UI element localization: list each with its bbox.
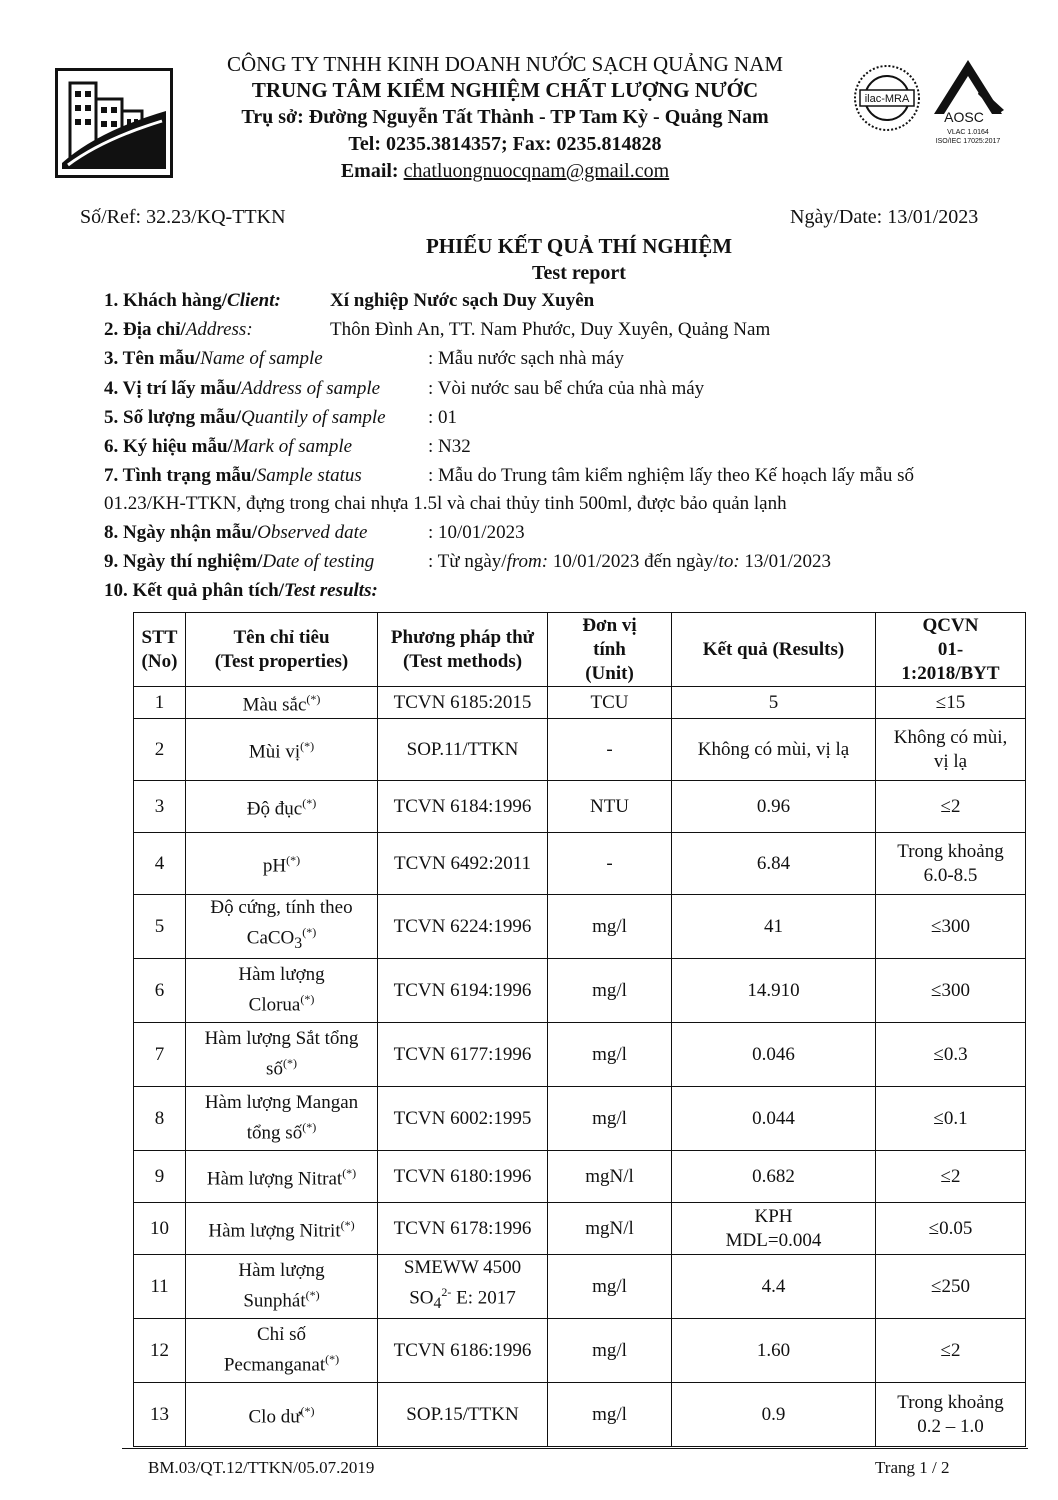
cell-no: 11 [134,1255,186,1319]
mark-row: 6. Ký hiệu mẫu/Mark of sample [104,436,353,457]
cell-method: TCVN 6186:1996 [378,1319,548,1383]
cell-property: Mùi vị(*) [186,719,378,781]
cell-property: Chỉ số Pecmanganat(*) [186,1319,378,1383]
email-line [0,160,1010,183]
cell-property: Màu sắc(*) [186,687,378,719]
cell-unit: mg/l [548,1255,672,1319]
cell-property: Hàm lượng Nitrit(*) [186,1203,378,1255]
table-row [134,719,1026,781]
cell-unit: mg/l [548,1383,672,1447]
report-date: Ngày/Date: 13/01/2023 [790,206,979,228]
cell-property: Hàm lượng Sắt tổng số(*) [186,1023,378,1087]
cell-unit: TCU [548,687,672,719]
location-value: : Vòi nước sau bể chứa của nhà máy [428,378,705,399]
table-row [134,1255,1026,1319]
table-row [134,1023,1026,1087]
table-row [134,959,1026,1023]
observed-value: : 10/01/2023 [428,522,525,543]
cell-unit: mgN/l [548,1151,672,1203]
cell-result: 0.682 [672,1151,876,1203]
ref-number: Số/Ref: 32.23/KQ-TTKN [80,206,286,228]
cell-method: SMEWW 4500 $SO_4^{2-}$ E: 2017 [378,1255,548,1319]
cell-property: Clo dư(*) [186,1383,378,1447]
email-link[interactable]: chatluongnuocqnam@gmail.com [403,160,670,182]
ilac-mra-text: ilac-MRA [864,93,910,105]
cell-property: Hàm lượng Mangan tổng số(*) [186,1087,378,1151]
results-table [133,612,1026,1447]
client-value: Xí nghiệp Nước sạch Duy Xuyên [330,290,595,311]
cell-no: 12 [134,1319,186,1383]
cell-method: TCVN 6178:1996 [378,1203,548,1255]
cell-unit: mg/l [548,1319,672,1383]
form-code: BM.03/QT.12/TTKN/05.07.2019 [148,1458,375,1477]
cell-method: SOP.11/TTKN [378,719,548,781]
cell-standard: Trong khoảng 6.0-8.5 [876,833,1026,895]
cell-no: 4 [134,833,186,895]
cell-result: 41 [672,895,876,959]
cell-property: Hàm lượng Sunphát(*) [186,1255,378,1319]
mark-value: : N32 [428,436,471,457]
cell-standard: Trong khoảng 0.2 – 1.0 [876,1383,1026,1447]
header-standard: QCVN 01- 1:2018/BYT [876,613,1026,687]
table-row [134,687,1026,719]
cell-unit: mgN/l [548,1203,672,1255]
cell-standard: ≤300 [876,895,1026,959]
cell-method: TCVN 6492:2011 [378,833,548,895]
cell-no: 13 [134,1383,186,1447]
header-properties: Tên chỉ tiêu (Test properties) [186,613,378,687]
cell-standard: ≤250 [876,1255,1026,1319]
cell-method: TCVN 6184:1996 [378,781,548,833]
testing-value: : Từ ngày/from: 10/01/2023 đến ngày/to: 13/01/2023 [428,551,831,572]
header-stt: STT (No) [134,613,186,687]
cell-unit: mg/l [548,895,672,959]
cell-no: 7 [134,1023,186,1087]
cell-method: TCVN 6194:1996 [378,959,548,1023]
table-row [134,833,1026,895]
header-methods: Phương pháp thử (Test methods) [378,613,548,687]
email-label: Email: [340,160,399,182]
cell-no: 8 [134,1087,186,1151]
cell-result: 6.84 [672,833,876,895]
results-row: 10. Kết quả phân tích/Test results: [104,580,378,601]
center-name: TRUNG TÂM KIỂM NGHIỆM CHẤT LƯỢNG NƯỚC [251,78,759,102]
cell-standard: ≤2 [876,1319,1026,1383]
observed-row: 8. Ngày nhận mẫu/Observed date [104,522,368,543]
table-row [134,895,1026,959]
cell-property: Độ đục(*) [186,781,378,833]
cell-result: 0.9 [672,1383,876,1447]
report-title: PHIẾU KẾT QUẢ THÍ NGHIỆM [425,234,733,258]
status-row: 7. Tình trạng mẫu/Sample status [104,465,362,486]
cell-no: 2 [134,719,186,781]
sample-value: : Mẫu nước sạch nhà máy [428,348,625,369]
center-address: Trụ sở: Đường Nguyễn Tất Thành - TP Tam Kỳ - Quảng Nam [241,106,769,128]
cell-no: 3 [134,781,186,833]
cell-property: Hàm lượng Clorua(*) [186,959,378,1023]
ilac-mra-logo [852,58,922,142]
cell-standard: ≤0.1 [876,1087,1026,1151]
cell-no: 6 [134,959,186,1023]
cell-method: TCVN 6224:1996 [378,895,548,959]
cell-no: 9 [134,1151,186,1203]
status-value-line1: : Mẫu do Trung tâm kiểm nghiệm lấy theo Kế hoạch lấy mẫu số [428,465,915,486]
cell-standard: ≤0.3 [876,1023,1026,1087]
status-value-line2: 01.23/KH-TTKN, đựng trong chai nhựa 1.5l và chai thủy tinh 500ml, được bảo quản lạnh [104,493,787,514]
quantity-row: 5. Số lượng mẫu/Quantily of sample [104,407,386,428]
cell-result: 1.60 [672,1319,876,1383]
page-number: Trang 1 / 2 [875,1458,950,1477]
cell-result: 4.4 [672,1255,876,1319]
cell-standard: Không có mùi, vị lạ [876,719,1026,781]
cell-standard: ≤15 [876,687,1026,719]
cell-method: SOP.15/TTKN [378,1383,548,1447]
address-row: 2. Địa chỉ/Address: [104,319,253,340]
cell-result: 5 [672,687,876,719]
cell-result: 0.046 [672,1023,876,1087]
sample-row: 3. Tên mẫu/Name of sample [104,348,323,369]
cell-result: KPH MDL=0.004 [672,1203,876,1255]
client-label-en: Client: [227,290,281,311]
table-row [134,1203,1026,1255]
company-name: CÔNG TY TNHH KINH DOANH NƯỚC SẠCH QUẢNG NAM [226,52,784,76]
footer-divider [122,1448,1028,1449]
cell-unit: mg/l [548,959,672,1023]
cell-unit: mg/l [548,1023,672,1087]
cell-method: TCVN 6180:1996 [378,1151,548,1203]
cell-unit: - [548,719,672,781]
table-row [134,1383,1026,1447]
aosc-logo [928,58,1008,148]
location-row: 4. Vị trí lấy mẫu/Address of sample [104,378,381,399]
cell-standard: ≤300 [876,959,1026,1023]
cell-standard: ≤0.05 [876,1203,1026,1255]
cell-property: Độ cứng, tính theo CaCO$_3$(*) [186,895,378,959]
cell-result: 0.96 [672,781,876,833]
cell-result: Không có mùi, vị lạ [672,719,876,781]
cell-method: TCVN 6185:2015 [378,687,548,719]
cell-result: 14.910 [672,959,876,1023]
aosc-text: AOSC [944,109,984,125]
client-label: 1. Khách hàng/ [104,290,228,311]
table-row [134,1087,1026,1151]
aosc-sub1: VLAC 1.0164 [947,129,989,136]
cell-unit: - [548,833,672,895]
testing-row: 9. Ngày thí nghiệm/Date of testing [104,551,375,572]
header-unit: Đơn vị tính (Unit) [548,613,672,687]
cell-no: 5 [134,895,186,959]
aosc-sub2: ISO/IEC 17025:2017 [935,138,1001,145]
cell-standard: ≤2 [876,1151,1026,1203]
quantity-value: : 01 [428,407,458,428]
cell-no: 10 [134,1203,186,1255]
cell-method: TCVN 6177:1996 [378,1023,548,1087]
cell-property: pH(*) [186,833,378,895]
report-subtitle: Test report [532,262,626,284]
cell-unit: NTU [548,781,672,833]
cell-result: 0.044 [672,1087,876,1151]
cell-method: TCVN 6002:1995 [378,1087,548,1151]
cell-property: Hàm lượng Nitrat(*) [186,1151,378,1203]
header-results: Kết quả (Results) [672,613,876,687]
table-row [134,781,1026,833]
client-row [104,290,281,312]
cell-standard: ≤2 [876,781,1026,833]
table-header-row [134,613,1026,687]
center-phone: Tel: 0235.3814357; Fax: 0235.814828 [348,133,662,155]
address-value: Thôn Đình An, TT. Nam Phước, Duy Xuyên, Quảng Nam [330,319,771,340]
cell-no: 1 [134,687,186,719]
cell-unit: mg/l [548,1087,672,1151]
table-row [134,1319,1026,1383]
table-row [134,1151,1026,1203]
